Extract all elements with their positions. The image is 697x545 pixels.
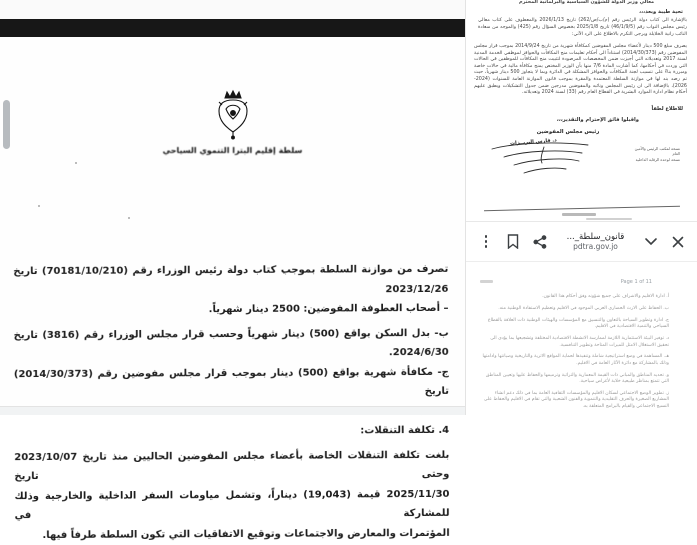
document-page xyxy=(0,37,465,541)
scan-speck xyxy=(38,205,40,207)
law-item: ب. الحفاظ على الارث الحضاري العربي الموجود في الاقليم وتعظيم الاستفادة الوطنية منه. xyxy=(498,305,669,311)
letter-paragraph-reply: يصرف مبلغ 500 دينار لأعضاء مجلس المفوضين كمكافأة شهرية من تاريخ 2014/9/24 بموجب قرار مجلس المفوضين رقم (2014/30/373) استناداً الى أحكام تعليمات منح المكافآت والحوافز لموظفي الخدمة المدنية لسنة 2017 وتعديلاته التي أجيزت ضمن المخصصات المرصودة لتثبيت منح المكافآت للموظفين في الحالات التي وردت في أحكامها، كما أشارت المادة 7/6 منها بأن الوزير المختص يمنح مكافأة مالية في حالات خاصة ومبررة بناءً على تنسيب لجنة المكافآت والحوافز المشكلة في الدائرة وبما لا يتجاوز 500 دينار شهرياً، حيث تم رصد بند لها في موازنة السلطة المعتمدة والمقرة بموجب قانون الموازنة العامة للسنوات (2024-2026)، بالإضافة الى ان رئيس المجلس ونائبه والمفوضين مدرجين ضمن جدول التشكيلات ويطبق عليهم أحكام نظام ادارة الموارد البشرية في القطاع العام رقم (33) لسنة 2024 وتعديلاته. xyxy=(474,44,688,96)
letter-footer-rule xyxy=(484,206,680,211)
letter-closing: واقبلوا فائق الإحترام والتقدير،،، xyxy=(556,117,639,123)
law-item: ز. تطوير الوضع الاجتماعي لسكان الاقليم والمؤسسات الثقافية العامة بما في ذلك دعم انشاء المشاريع الصغيرة والحرف التقليدية والتنموية والفنون الشعبية والتي تقام في الاقليم والحفاظ على النسيج الاجتماعي والقيام بالبرامج المتعلقة به. xyxy=(483,391,669,409)
right-pane xyxy=(465,0,697,415)
law-item: د. توفير البيئة الاستثمارية اللازمة لممارسة الانشطة الاقتصادية المختلفة وتشجيعها بما يؤدي الى تحقيق الاستغلال الامثل للميزات المتاحة وتطوير التنافسية. xyxy=(490,336,669,348)
close-icon[interactable] xyxy=(672,236,684,248)
bookmark-icon[interactable] xyxy=(507,234,519,249)
document-line: – أصحاب العطوفة المفوضين: 2500 دينار شهرياً. xyxy=(208,302,449,316)
chevron-down-icon[interactable] xyxy=(644,237,658,246)
custom-tab-toolbar xyxy=(466,221,697,262)
law-item: هـ. المساهمة في وضع استراتيجية شاملة وتنفيذها لحماية المواقع الاثرية والتاريخية وصيانتها وادامتها وذلك بالمشاركة مع دائرة الآثار العامة في الاقليم. xyxy=(482,354,669,366)
document-line: ج- مكافأة شهرية بواقع (500) دينار بموجب قرار مجلس مفوضين رقم (2014/30/373) تاريخ xyxy=(13,366,449,397)
signer-title: رئيس مجلس المفوضين xyxy=(536,129,600,135)
kebab-menu-icon[interactable] xyxy=(479,234,493,250)
document-line: المؤتمرات والمعارض والاجتماعات وتوقيع الاتفاقيات التي تكون السلطة طرفاً فيها. xyxy=(42,527,450,541)
letter-addressee: معالي وزير الدولة للشؤون السياسية والبرلمانية المحترم xyxy=(518,0,654,5)
letter-paragraph-reference: بالإشارة الى كتاب دولة الرئيس رقم (م/ب/ص/262) تاريخ 2026/1/13 والمعطوف على كتاب معالي رئيس مجلس النواب رقم (46/1/9/5) تاريخ 2025/1/8 بخصوص السؤال رقم (425) والموجه من سعادة النائب رانية الخلايلة ويرجى التكرم بالاطلاع على الرد الآتي: xyxy=(478,18,687,37)
document-line: 2025/11/30 قيمة (19,043) ديناراً، وتشمل مياومات السفر الداخلية والخارجية وذلك للمشاركة في xyxy=(14,488,450,522)
cc-notes xyxy=(628,146,680,162)
law-items-list xyxy=(480,294,669,416)
custom-tab-title-block xyxy=(547,232,644,251)
jordan-coat-of-arms-icon xyxy=(210,89,256,141)
letter-footer-stamp xyxy=(562,213,596,216)
viewer-top-strip xyxy=(0,0,465,19)
document-letterhead xyxy=(0,89,465,155)
scan-speck xyxy=(75,162,77,164)
cc-line: نسخة لمكتب الرئيس والأمين العام xyxy=(634,146,680,157)
share-icon[interactable] xyxy=(533,235,547,249)
page-indicator: Page 1 of 11 xyxy=(620,279,652,285)
letter-greeting: تحية طيبة وبعد،،، xyxy=(639,9,683,15)
scanned-letter-page xyxy=(466,0,697,221)
document-line: بلغت تكلفة التنقلات الخاصة بأعضاء مجلس المفوضين الحاليين منذ تاريخ 2023/10/07 وحتى تاريخ xyxy=(14,449,450,483)
law-item: ج. ادارة وتطوير السياحة بالتعاون والتنسيق مع المؤسسات والهيئات الوطنية ذات العلاقة بالقطاع السياحي والتنمية الاقتصادية في الاقليم. xyxy=(487,317,669,330)
document-line: 4. تكلفة التنقلات: xyxy=(360,424,450,437)
letter-fyi-note: للاطلاع لطفاً xyxy=(651,106,683,112)
document-line: ب- بدل السكن بواقع (500) دينار شهرياً وحسب قرار مجلس الوزراء رقم (3816) تاريخ 2024/6/30. xyxy=(13,327,449,359)
scrollbar-thumb[interactable] xyxy=(3,100,10,149)
signer-name: د. فارس البريــزات xyxy=(509,137,557,147)
document-line: تصرف من موازنة السلطة بموجب كتاب دولة رئيس الوزراء رقم (70181/10/210) تاريخ 2023/12/26 xyxy=(13,263,449,295)
letter-footer-stamp xyxy=(586,218,632,220)
viewer-bottom-strip xyxy=(0,406,465,415)
viewer-toolbar-bar xyxy=(0,19,465,37)
letterhead-calligraphy: سلطة إقليم البترا التنموي السياحي xyxy=(162,146,303,155)
page-title: قانون_سلطة_... xyxy=(566,232,625,242)
reply-text-block xyxy=(13,260,449,545)
law-item: أ. ادارة الاقليم والاشراف على جميع شؤونه وفق أحكام هذا القانون. xyxy=(542,294,669,299)
cc-line: نسخة لوحدة الرقابة الداخلية xyxy=(635,156,680,162)
page-url: pdtra.gov.jo xyxy=(573,242,618,251)
scan-speck xyxy=(128,217,130,219)
law-item: و. تحديد المناطق والمباني ذات القيمة المعمارية والتراثية وترميمها والحفاظ عليها وتعيين المناطق التي تتمتع بمناظر طبيعية خلابة لأغراض سياحية. xyxy=(485,372,669,385)
web-page-content xyxy=(466,262,697,415)
page-header-stamp xyxy=(480,280,493,283)
